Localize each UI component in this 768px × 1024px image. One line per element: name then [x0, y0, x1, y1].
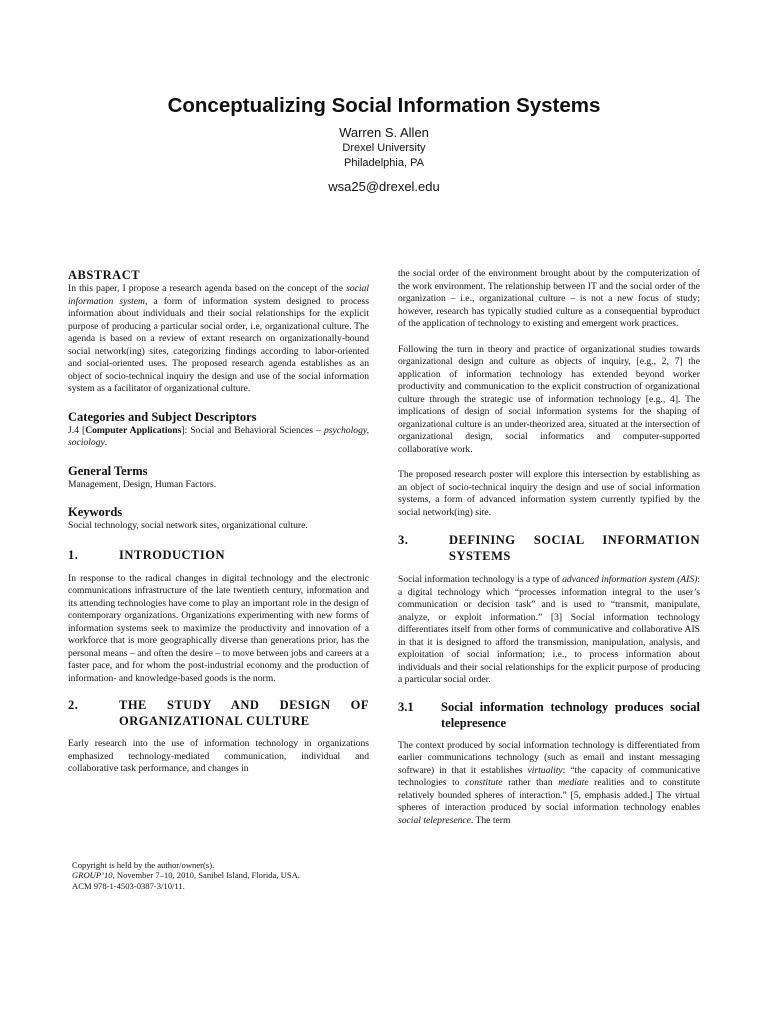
right-column [398, 268, 700, 827]
section-3-heading: 3. DEFINING SOCIAL INFORMATION SYSTEMS [398, 533, 700, 563]
author-email: wsa25@drexel.edu [328, 179, 440, 194]
section-1-text: In response to the radical changes in digital technology and the electronic communications infrastructure of the late twentieth century, information and its attending technologies have come to play an important role in the design of contemporary organizations. Organizations experimenting with new forms of information systems seek to maximize the productivity and innovation of a workforce that is more geographically diverse than generations prior, has the personal means – and often the desire – to move between jobs and careers at a faster pace, and for whom the post-industrial economy and the production of information- and knowledge-based goods is the norm. [68, 572, 369, 684]
section-3-text: Social information technology is a type of advanced information system (AIS): a digital technology which “processes information integral to the user’s communication or decision task” and is used to “transmit, manipulate, analyze, or exploit information.” [3] Social information technology differentiates itself from other forms of communicative and collaborative AIS in that it is designed to afford the transmission, manipulation, analysis, and exploitation of social information; i.e., to process information about individuals and their social relationships for the explicit purpose of producing a particular social order. [398, 574, 700, 685]
paper-title: Conceptualizing Social Information Systems [167, 94, 601, 117]
acm-line: ACM 978-1-4503-0387-3/10/11. [72, 880, 185, 891]
general-terms-text: Management, Design, Human Factors. [68, 478, 217, 490]
keywords-heading: Keywords [68, 505, 123, 519]
paragraph: The proposed research poster will explore this intersection by establishing as an object of socio-technical inquiry the design and use of social information systems, a form of advanced information system currently typified by the social network(ing) site. [398, 469, 700, 518]
categories-heading: Categories and Subject Descriptors [68, 409, 257, 424]
copyright-footnote [72, 860, 372, 891]
conference-line: GROUP’10, November 7–10, 2010, Sanibel Island, Florida, USA. [72, 870, 300, 881]
abstract-heading: ABSTRACT [68, 268, 141, 282]
left-column [68, 268, 369, 776]
copyright-line: Copyright is held by the author/owner(s). [72, 860, 215, 870]
keywords-text: Social technology, social network sites, organizational culture. [68, 520, 308, 531]
paragraph: the social order of the environment brought about by the computerization of the work environment. The relationship between IT and the social order of the organization – i.e., organizational culture – is not a new focus of study; however, research has typically studied culture as a consequential byproduct of the application of technology to existing and emergent work practices. [398, 268, 700, 329]
paragraph: Following the turn in theory and practice of organizational studies towards organizational design and culture as objects of inquiry, [e.g., 2, 7] the application of information technology has extended beyond worker productivity and communication to the explicit construction of organizational culture through the strategic use of information technology [e.g., 4]. The implications of design of social information systems for the shaping of organizational culture is an under-theorized area, situated at the intersection of organizational design, social informatics and computer-supported collaborative work. [398, 343, 700, 455]
section-3-1-text: The context produced by social information technology is differentiated from earlier communications technology (such as email and instant messaging software) in that it establishes virtuality: “the capacity of communicative technologies to constitute rather than mediate realities and to constitute relatively bounded spheres of interaction.” [5, emphasis added.] The virtual spheres of interaction produced by social information technology enables social telepresence. The term [398, 739, 700, 826]
author-name: Warren S. Allen [339, 125, 429, 140]
section-1-heading: 1. INTRODUCTION [68, 547, 226, 562]
section-2-text: Early research into the use of information technology in organizations emphasized technology-mediated communication, individual and collaborative task performance, and changes in [68, 738, 369, 774]
author-location: Philadelphia, PA [344, 157, 424, 169]
section-3-1-heading: 3.1 Social information technology produces social telepresence [398, 699, 700, 730]
abstract-text: In this paper, I propose a research agenda based on the concept of the social information system, a form of information system designed to process information about individuals and their social relationships for the explicit purpose of producing a particular social order, i.e, organizational culture. The agenda is based on a review of extant research on organizationally-bound social network(ing) sites, categorizing findings according to labor-oriented and social-oriented uses. The proposed research agenda establishes as an object of socio-technical inquiry the design and use of the social information system as a facilitator of organizational culture. [68, 283, 369, 394]
author-affiliation: Drexel University [342, 142, 426, 154]
categories-text: J.4 [Computer Applications]: Social and Behavioral Sciences – psychology, sociology. [68, 424, 369, 448]
section-2-heading: 2. THE STUDY AND DESIGN OF ORGANIZATIONAL CULTURE [68, 698, 369, 728]
general-terms-heading: General Terms [68, 463, 148, 478]
